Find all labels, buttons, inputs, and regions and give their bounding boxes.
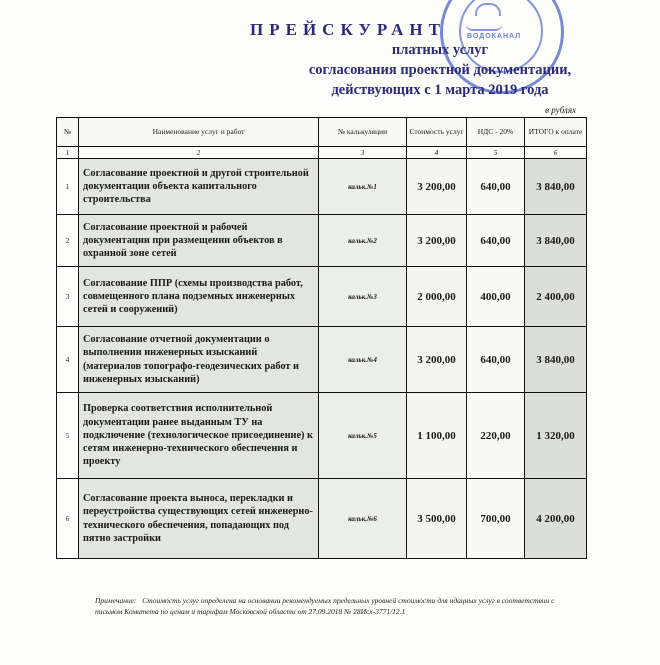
currency-note: в рублях xyxy=(545,105,576,115)
header-total: ИТОГО к оплате xyxy=(525,118,587,147)
price-table xyxy=(56,117,587,559)
title-line-2: платных услуг xyxy=(391,42,489,58)
header-price: Стоимость услуг xyxy=(407,118,467,147)
row-number: 1 xyxy=(57,159,79,215)
table-row xyxy=(57,327,587,393)
service-name: Согласование отчетной документации о выполнении инженерных изысканий (материалов топографо-геодезических работ и инженерных изысканий) xyxy=(79,327,319,393)
price-cell: 1 100,00 xyxy=(407,393,467,479)
stamp-sun-icon xyxy=(475,3,501,16)
calculation-ref: кальк.№4 xyxy=(319,327,407,393)
column-number: 6 xyxy=(525,147,587,159)
column-number: 5 xyxy=(467,147,525,159)
total-cell: 4 200,00 xyxy=(525,479,587,559)
vat-cell: 640,00 xyxy=(467,215,525,267)
table-header-row xyxy=(57,118,587,147)
service-name: Согласование проектной и другой строительной документации объекта капитального строительства xyxy=(79,159,319,215)
table-row xyxy=(57,267,587,327)
vat-cell: 640,00 xyxy=(467,159,525,215)
row-number: 3 xyxy=(57,267,79,327)
column-number: 3 xyxy=(319,147,407,159)
service-name: Согласование ППР (схемы производства работ, совмещенного плана подземных инженерных сетей и сооружений) xyxy=(79,267,319,327)
column-number: 1 xyxy=(57,147,79,159)
header-vat: НДС - 20% xyxy=(467,118,525,147)
header-calculation: № калькуляции xyxy=(319,118,407,147)
document-title: ПРЕЙСКУРАНТ xyxy=(250,20,446,39)
table-row xyxy=(57,479,587,559)
table-row xyxy=(57,159,587,215)
stamp-text: ВОДОКАНАЛ xyxy=(467,33,522,40)
footnote xyxy=(95,595,575,617)
total-cell: 1 320,00 xyxy=(525,393,587,479)
footnote-text: Стоимость услуг определена на основании рекомендуемых предельных уровней стоимости для ндацных услуг в соответствии с письмом Комитета по ценам и тарифам Московской области от 27.09.2018 № 28Исх-3771/12.1 xyxy=(95,596,555,616)
calculation-ref: кальк.№1 xyxy=(319,159,407,215)
row-number: 4 xyxy=(57,327,79,393)
price-cell: 2 000,00 xyxy=(407,267,467,327)
calculation-ref: кальк.№2 xyxy=(319,215,407,267)
total-cell: 3 840,00 xyxy=(525,327,587,393)
column-number: 4 xyxy=(407,147,467,159)
service-name: Проверка соответствия исполнительной документации ранее выданным ТУ на подключение (технологическое присоединение) к сетям инженерно-технического обеспечения и проекту xyxy=(79,393,319,479)
table-row xyxy=(57,215,587,267)
total-cell: 3 840,00 xyxy=(525,159,587,215)
row-number: 5 xyxy=(57,393,79,479)
title-line-4: действующих с 1 марта 2019 года xyxy=(331,82,549,98)
total-cell: 3 840,00 xyxy=(525,215,587,267)
column-number: 2 xyxy=(79,147,319,159)
column-numbers-row xyxy=(57,147,587,159)
service-name: Согласование проектной и рабочей документации при размещении объектов в охранной зоне сетей xyxy=(79,215,319,267)
calculation-ref: кальк.№6 xyxy=(319,479,407,559)
footnote-label: Примечание: xyxy=(95,596,137,605)
vat-cell: 700,00 xyxy=(467,479,525,559)
title-line-3: согласования проектной документации, xyxy=(308,62,572,78)
vat-cell: 640,00 xyxy=(467,327,525,393)
vat-cell: 220,00 xyxy=(467,393,525,479)
price-cell: 3 500,00 xyxy=(407,479,467,559)
calculation-ref: кальк.№3 xyxy=(319,267,407,327)
price-cell: 3 200,00 xyxy=(407,327,467,393)
vat-cell: 400,00 xyxy=(467,267,525,327)
price-cell: 3 200,00 xyxy=(407,159,467,215)
row-number: 6 xyxy=(57,479,79,559)
price-cell: 3 200,00 xyxy=(407,215,467,267)
header-num: № xyxy=(57,118,79,147)
calculation-ref: кальк.№5 xyxy=(319,393,407,479)
service-name: Согласование проекта выноса, перекладки и переустройства существующих сетей инженерно-технического обеспечения, попадающих под пятно застройки xyxy=(79,479,319,559)
total-cell: 2 400,00 xyxy=(525,267,587,327)
table-row xyxy=(57,393,587,479)
row-number: 2 xyxy=(57,215,79,267)
header-service-name: Наименование услуг и работ xyxy=(79,118,319,147)
